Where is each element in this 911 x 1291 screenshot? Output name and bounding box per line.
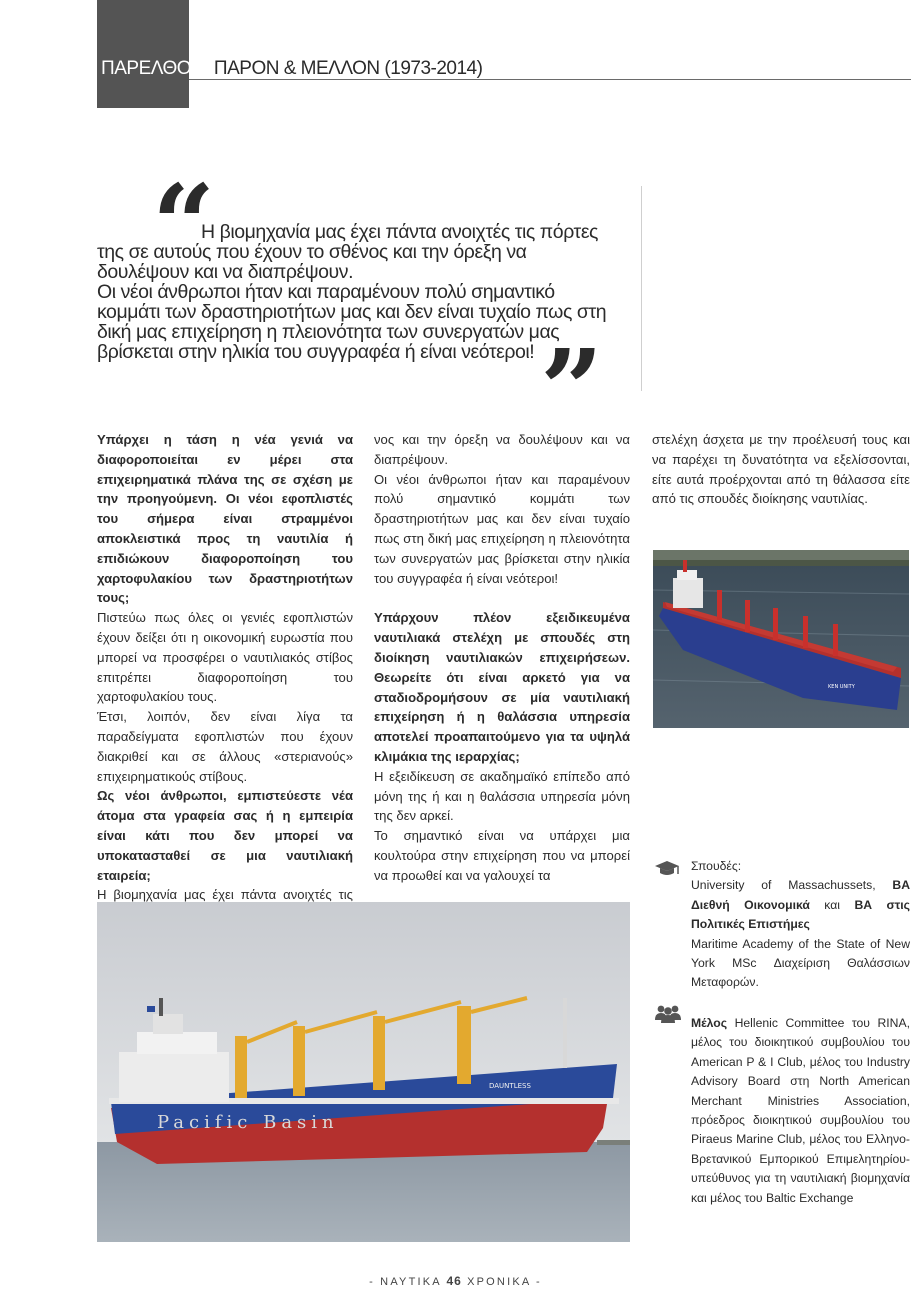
group-icon [654,1004,682,1024]
studies-university: University of Massachussets, ΒΑ Διεθνή Οικονομικά και ΒΑ στις Πολιτικές Επιστήμες [691,878,910,932]
member-block [691,1014,910,1208]
answer: Η εξειδίκευση σε ακαδημαϊκό επίπεδο από μόνη της ή και η θαλάσσια υπηρεσία μόνη της δεν αρκεί. [374,768,630,824]
question: Ως νέοι άνθρωποι, εμπιστεύεστε νέα άτομα στα γραφεία σας ή η εμπειρία είναι κάτι που δεν μπορεί να υποκατασταθεί σε μια ναυτιλιακή εταιρεία; [97,788,353,883]
answer: Το σημαντικό είναι να υπάρχει μια κουλτούρα στην επιχείρηση που να μπορεί να προωθεί και να γαλουχεί τα [374,828,630,883]
open-quote-icon: “ [152,160,216,289]
header-band [97,0,189,108]
ship-name-label: KEN UNITY [828,684,855,690]
question: Υπάρχουν πλέον εξειδικευμένα ναυτιλιακά στελέχη με σπουδές στη διοίκηση ναυτιλιακών επιχειρήσεων. Θεωρείτε ότι είναι αρκετό για να σταδιοδρομήσουν σε μία ναυτιλιακή επιχείρηση ή η θαλάσσια υπηρεσία αποτελεί προαπαιτούμενο για τα υψηλά κλιμάκια της ιεραρχίας; [374,610,630,764]
ship-photo-small [653,550,909,728]
bulk-carrier-illustration [653,550,909,728]
answer: νος και την όρεξη να δουλέψουν και να διαπρέψουν. [374,432,630,467]
answer: Οι νέοι άνθρωποι ήταν και παραμένουν πολύ σημαντικό κομμάτι των δραστηριοτήτων μας και δεν είναι τυχαίο πως στη δική μας επιχείρηση η πλειονότητα των συνεργατών μας βρίσκεται στην ηλικία του συγγραφέα ή είναι νεότεροι! [374,471,630,586]
article-column-2 [374,430,630,886]
bulk-carrier-illustration [97,902,630,1242]
quote-divider [641,186,642,391]
article-column-1 [97,430,353,925]
pull-quote-paragraph: Η βιομηχανία μας έχει πάντα ανοιχτές τις πόρτες της σε αυτούς που έχουν το σθένος και την όρεξη να δουλέψουν και να διαπρέψουν. [97,221,599,283]
hull-lettering: Pacific Basin [157,1112,339,1133]
article-column-3 [652,430,910,509]
studies-academy: Maritime Academy of the State of New York MSc Διαχείριση Θαλάσσιων Μεταφορών. [691,936,910,990]
answer: στελέχη άσχετα με την προέλευσή τους και να παρέχει τη δυνατότητα να εξελίσσονται, είτε αυτά προέρχονται από τη θάλασσα είτε από τις σπουδές διοίκησης ναυτιλίας. [652,432,910,507]
pull-quote-paragraph: Οι νέοι άνθρωποι ήταν και παραμένουν πολύ σημαντικό κομμάτι των δραστηριοτήτων μας και δεν είναι τυχαίο πως στη δική μας επιχείρηση η πλειονότητα των συνεργατών μας βρίσκεται στην ηλικία του συγγραφέα ή είναι νεότεροι! [97,281,607,363]
question: Υπάρχει η τάση η νέα γενιά να διαφοροποιείται εν μέρει στα επιχειρηματικά πλάνα της σε σχέση με την προηγούμενη. Οι νέοι εφοπλιστές του σήμερα είναι στραμμένοι αποκλειστικά προς τη ναυτιλία ή επιδιώκουν διαφοροποίηση του χαρτοφυλακίου των δραστηριοτήτων τους; [97,432,353,606]
page-number: 46 [446,1274,462,1288]
page-footer: - ΝΑΥΤΙΚΑ 46 ΧΡΟΝΙΚΑ - [369,1274,542,1288]
answer: Η βιομηχανία μας έχει πάντα ανοιχτές τις [97,887,353,903]
close-quote-icon: ” [540,325,604,454]
answer: Έτσι, λοιπόν, δεν είναι λίγα τα παραδείγματα εφοπλιστών που έχουν διακριθεί και σε άλλους «στεριανούς» επιχειρηματικούς στίβους. [97,709,353,784]
section-title: ΠΑΡΕΛΘΟΝ, ΠΑΡΟΝ & ΜΕΛΛΟΝ (1973-2014) [101,58,483,79]
member-text: Μέλος Hellenic Committee του RINA, μέλος του διοικητικού συμβουλίου του American P & I Club, μέλος του Industry Advisory Board στη North American Merchant Ministries Association, πρόεδρος διοικητικού συμβουλίου του Piraeus Marine Club, μέλος του Ελληνο-Βρετανικού Εμπορικού Επιμελητηρίου-υπεύθυνος για τη ναυτιλιακή βιομηχανία και μέλος του Baltic Exchange [691,1016,910,1205]
answer: Πιστεύω πως όλες οι γενιές εφοπλιστών έχουν δείξει ότι η οικονομική ευρωστία που μπορεί να προσφέρει ο ναυτιλιακός στίβος επιτρέπει διαφοροποίηση του χαρτοφυλακίου τους. [97,610,353,705]
studies-block [691,857,910,993]
studies-label: Σπουδές: [691,859,742,873]
ship-name-label: DAUNTLESS [489,1082,531,1090]
ship-photo-large [97,902,630,1242]
graduation-cap-icon [654,859,680,879]
